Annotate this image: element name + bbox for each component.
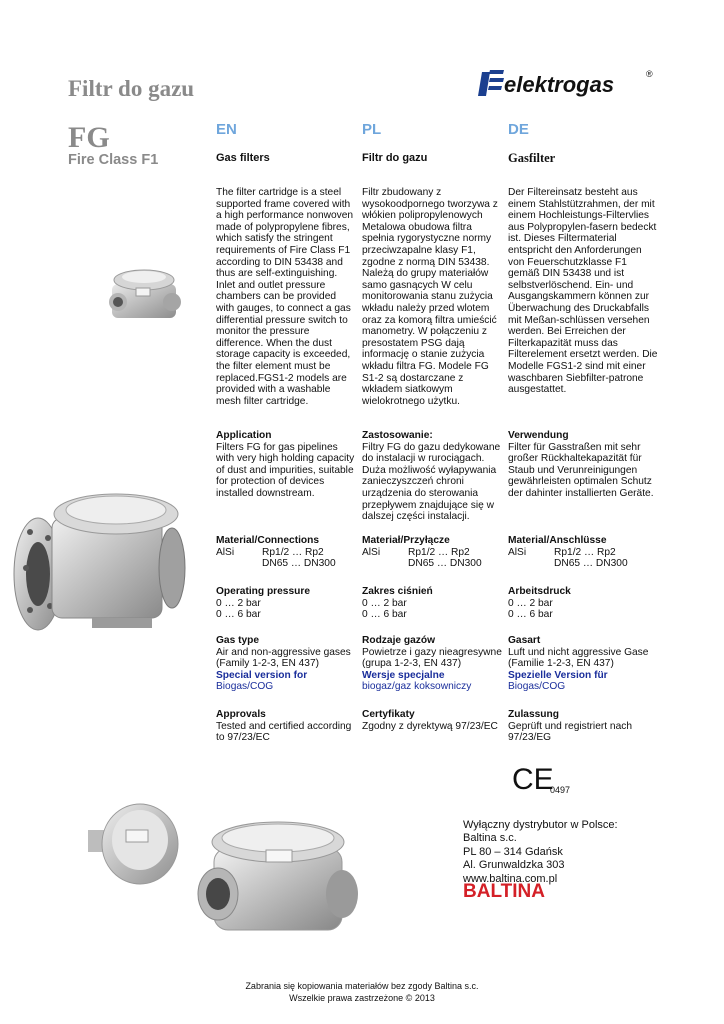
en-material-name: AlSi	[216, 546, 235, 558]
pl-connection-2: DN65 … DN300	[408, 558, 482, 570]
baltina-logo-text: BALTINA	[463, 881, 545, 902]
flanged-filter-photo	[12, 488, 186, 636]
de-description: Der Filtereinsatz besteht aus einem Stahlstützrahmen, der mit einem Hochleistungs-Filtervlies aus Polypropylen-fasern bedeckt ist. Dieses Filtermaterial entspricht den Anforderungen von Feuerschutzklasse F1 gemäß DIN 53438 und ist selbstverlöschend. Ein- und Ausgangskammern können zur Überwachung des Druckabfalls mit Meßan-schlüssen versehen werden. Bei Erreichen der Filterkapazität muss das Filterelement ersetzt werden. Die Modelle FGS1-2 sind mit einer waschbaren Siebfilter-patrone ausgestattet.	[508, 187, 658, 396]
de-pressure-2: 0 … 6 bar	[508, 609, 553, 621]
de-connection-2: DN65 … DN300	[554, 558, 628, 570]
fire-class: Fire Class F1	[68, 152, 159, 168]
pl-special-title: Wersje specjalne	[362, 669, 445, 681]
pl-description: Filtr zbudowany z wysokoodpornego tworzywa z włókien polipropylenowych Metalowa obudowa filtra spełnia rygorystyczne normy przeciwzapalne klasy F1, zgodne z normą DIN 53438. Należą do grupy materiałów samo gasnących W celu monitorowania stanu zużycia wkładu należy przed wlotem oraz za komorą filtra umieścić manometry. W połączeniu z presostatem PSG dają informację o stanie zużycia wkładu filtra FG. Modele FG S1-2 są dostarczane z wkładem siatkowym wielokrotnego użytku.	[362, 187, 498, 407]
lang-pl-header: PL	[362, 121, 382, 138]
lang-de-header: DE	[508, 121, 529, 138]
footer-line-2: Wszelkie prawa zastrzeżone © 2013	[289, 993, 435, 1003]
distributor-website[interactable]: www.baltina.com.pl	[463, 872, 558, 885]
pl-gas-section	[362, 635, 502, 693]
pl-material-title: Materiał/Przyłącze	[362, 535, 450, 546]
en-pressure-title: Operating pressure	[216, 586, 310, 597]
en-approvals-section	[216, 709, 356, 744]
pl-pressure-title: Zakres ciśnień	[362, 586, 433, 597]
pl-title: Filtr do gazu	[362, 152, 428, 164]
en-application-title: Application	[216, 430, 272, 441]
de-gas-section	[508, 635, 658, 693]
en-description: The filter cartridge is a steel supported frame covered with a high performance nonwoven made of polypropylene fibres, which satisfy the stringent requirements of Fire Class F1 according to DIN 53438 and thus are self-extinguishing. Inlet and outlet pressure chambers can be provided with gauges, to connect a gas differential pressure switch to monitor the pressure difference. When the dust storage capacity is exceeded, the filter element must be replaced.FGS1-2 models are provided with a washable mesh filter cartridge.	[216, 187, 354, 407]
baltina-logo	[463, 878, 563, 902]
en-pressure-1: 0 … 2 bar	[216, 597, 261, 609]
small-filter-photo	[106, 258, 182, 330]
pl-gas-title: Rodzaje gazów	[362, 635, 436, 646]
ce-mark-icon	[510, 763, 590, 797]
en-gas-text: Air and non-aggressive gases (Family 1-2-3, EN 437)	[216, 646, 351, 670]
pl-gas-text: Powietrze i gazy nieagresywne (grupa 1-2-3, EN 437)	[362, 646, 502, 670]
elektrogas-logo	[476, 66, 656, 100]
de-pressure-1: 0 … 2 bar	[508, 597, 553, 609]
pl-approvals-title: Certyfikaty	[362, 709, 415, 720]
pl-pressure-section	[362, 586, 502, 621]
de-gas-title: Gasart	[508, 635, 541, 646]
de-approvals-title: Zulassung	[508, 709, 559, 720]
threaded-filter-photo	[196, 812, 360, 946]
de-special-gas: Biogas/COG	[508, 681, 566, 693]
de-gas-text: Luft und nicht aggressive Gase (Familie 1-2-3, EN 437)	[508, 646, 649, 670]
round-filter-photo	[86, 800, 180, 886]
distributor-line-4: Al. Grunwaldzka 303	[463, 859, 565, 872]
de-application-title: Verwendung	[508, 430, 569, 441]
ce-number: 0497	[550, 785, 571, 795]
en-pressure-2: 0 … 6 bar	[216, 609, 261, 621]
distributor-line-2: Baltina s.c.	[463, 832, 517, 845]
en-gas-title: Gas type	[216, 635, 260, 646]
pl-connection-1: Rp1/2 … Rp2	[408, 546, 470, 558]
de-title: Gasfilter	[508, 151, 556, 165]
pl-application-title: Zastosowanie:	[362, 430, 433, 441]
pl-material-section	[362, 535, 502, 570]
en-approvals-text: Tested and certified according to 97/23/EC	[216, 720, 352, 744]
pl-approvals-text: Zgodny z dyrektywą 97/23/EC	[362, 720, 498, 732]
page-title: Filtr do gazu	[68, 76, 195, 101]
distributor-block	[463, 819, 618, 886]
de-material-title: Material/Anschlüsse	[508, 535, 607, 546]
pl-pressure-1: 0 … 2 bar	[362, 597, 407, 609]
en-connection-1: Rp1/2 … Rp2	[262, 546, 324, 558]
ce-mark-text: CE	[512, 763, 554, 796]
en-application-section	[216, 430, 356, 500]
pl-application-section	[362, 430, 502, 523]
footer-line-1: Zabrania się kopiowania materiałów bez zgody Baltina s.c.	[245, 981, 479, 991]
de-application-section	[508, 430, 658, 500]
registered-mark: ®	[646, 69, 653, 79]
en-connection-2: DN65 … DN300	[262, 558, 336, 570]
footer	[0, 980, 724, 1004]
pl-application-text: Filtry FG do gazu dedykowane do instalacji w rurociągach. Duża możliwość wyłapywania zanieczyszczeń chroni urządzenia do sterowania przepływem znajdujące się w dalszej części instalacji.	[362, 441, 501, 523]
de-pressure-section	[508, 586, 658, 621]
de-material-name: AlSi	[508, 546, 527, 558]
en-gas-section	[216, 635, 356, 693]
en-material-title: Material/Connections	[216, 535, 320, 546]
pl-material-name: AlSi	[362, 546, 381, 558]
pl-special-gas: biogaz/gaz koksowniczy	[362, 681, 472, 693]
en-application-text: Filters FG for gas pipelines with very high holding capacity of dust and impurities, suitable for protection of devices installed downstream.	[216, 441, 355, 499]
en-special-title: Special version for	[216, 669, 308, 681]
pl-pressure-2: 0 … 6 bar	[362, 609, 407, 621]
en-special-gas: Biogas/COG	[216, 681, 274, 693]
brand-text: elektrogas	[504, 72, 615, 97]
distributor-line-3: PL 80 – 314 Gdańsk	[463, 845, 563, 858]
de-approvals-text: Geprüft und registriert nach 97/23/EG	[508, 720, 633, 744]
pl-approvals-section	[362, 709, 502, 732]
de-special-title: Spezielle Version für	[508, 669, 608, 681]
de-connection-1: Rp1/2 … Rp2	[554, 546, 616, 558]
en-pressure-section	[216, 586, 356, 621]
en-title: Gas filters	[216, 152, 270, 164]
model-name: FG	[68, 121, 110, 154]
de-approvals-section	[508, 709, 658, 744]
de-application-text: Filter für Gasstraßen mit sehr großer Rückhaltekapazität für Staub und Verunreinigungen gewährleisten optimalen Schutz der dahinter installierten Geräte.	[508, 441, 654, 499]
en-approvals-title: Approvals	[216, 709, 266, 720]
de-material-section	[508, 535, 658, 570]
en-material-section	[216, 535, 356, 570]
de-pressure-title: Arbeitsdruck	[508, 586, 571, 597]
distributor-line-1: Wyłączny dystrybutor w Polsce:	[463, 819, 618, 831]
lang-en-header: EN	[216, 121, 237, 138]
